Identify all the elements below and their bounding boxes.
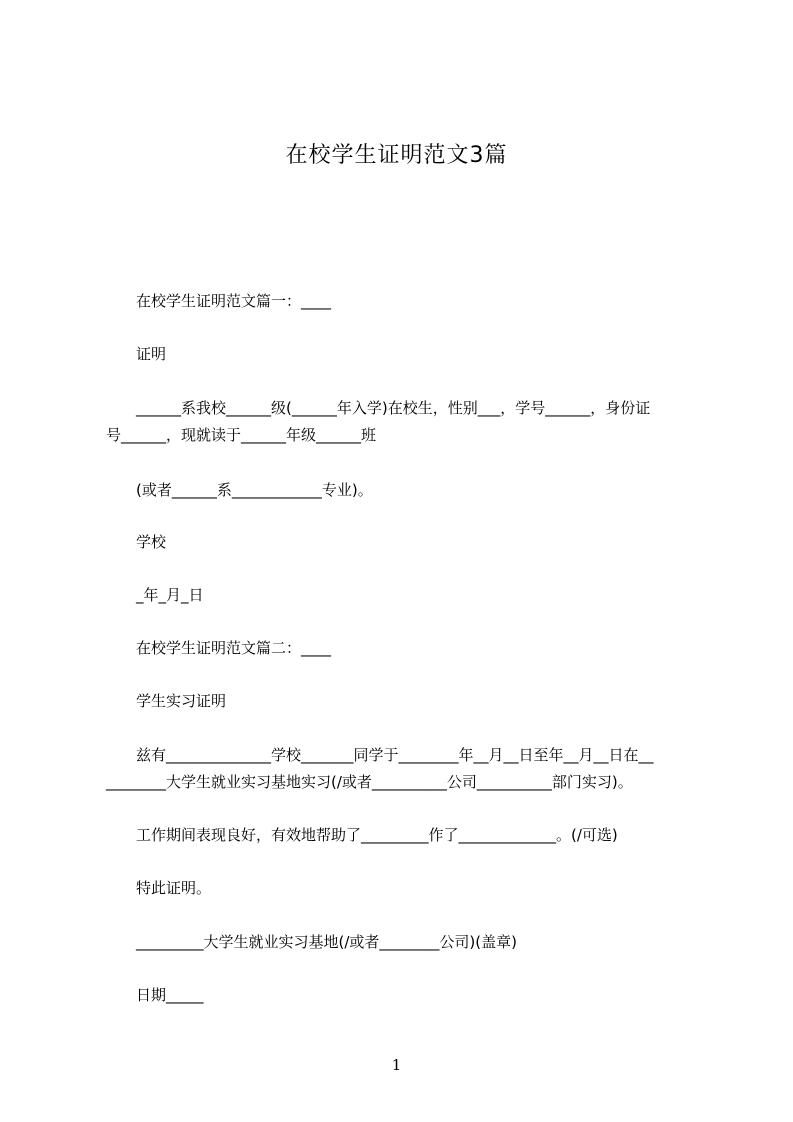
page-number: 1 xyxy=(391,1056,402,1074)
paragraph-line: 兹有______________学校_______同学于________年__月__日至年__月__日在__ xyxy=(136,746,654,764)
date-field: 日期_____ xyxy=(136,986,204,1004)
certificate-heading: 证明 xyxy=(136,345,167,363)
seal-line: _________大学生就业实习基地(/或者________公司)(盖章) xyxy=(136,933,517,951)
section-one-heading: 在校学生证明范文篇一：____ xyxy=(136,292,332,310)
section-two-heading: 在校学生证明范文篇二：____ xyxy=(136,639,332,657)
paragraph-line: 工作期间表现良好，有效地帮助了_________作了_____________。(/可选) xyxy=(136,826,618,844)
internship-heading: 学生实习证明 xyxy=(136,692,227,710)
paragraph-line: (或者______系____________专业)。 xyxy=(136,481,373,499)
document-title: 在校学生证明范文3篇 xyxy=(285,143,508,168)
closing-line: 特此证明。 xyxy=(136,879,212,897)
school-label: 学校 xyxy=(136,533,167,551)
paragraph-line: ______系我校______级(______年入学)在校生，性别___，学号______，身份证 xyxy=(136,399,651,417)
paragraph-line: ________大学生就业实习基地实习(/或者__________公司__________部门实习)。 xyxy=(106,773,633,791)
date-line: _年_月_日 xyxy=(136,586,204,604)
paragraph-line: 号______，现就读于______年级______班 xyxy=(106,426,377,444)
